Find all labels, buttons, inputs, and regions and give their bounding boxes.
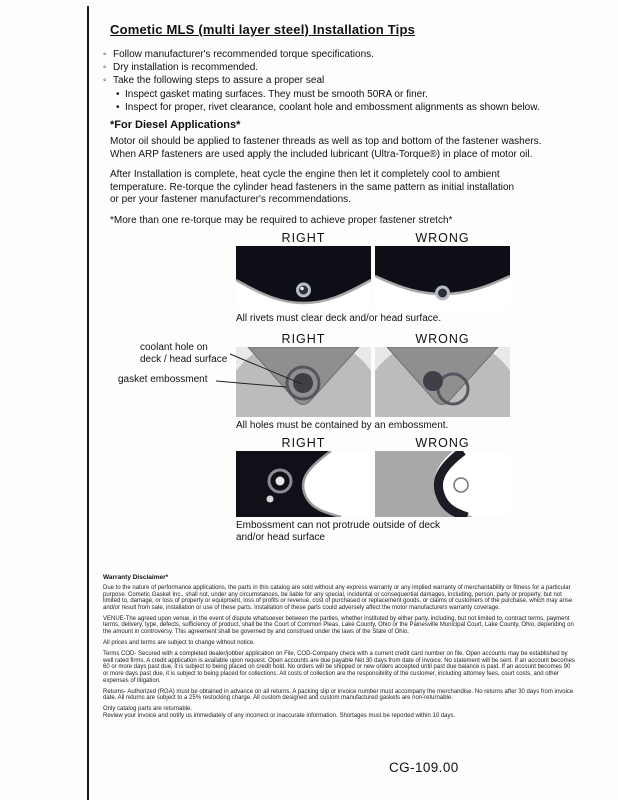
wrong-label: WRONG: [415, 436, 470, 450]
diagram-row-rivets: [236, 231, 510, 325]
rivet-wrong-illustration: [375, 246, 510, 310]
caption-line: Embossment can not protrude outside of deck: [236, 520, 441, 531]
warranty-paragraph: Returns- Authorized (RGA) must be obtained in advance on all returns. A packing slip or invoice number must accompany the merchandise. No returns after 30 days from invoice date. All returns are subject to a 25% restocking charge. All custom designed and custom manufactured gaskets are non-returnable.: [103, 688, 574, 702]
diagram-panels: [236, 347, 510, 417]
paragraph: [110, 169, 541, 207]
caption-line: All holes must be contained by an embossment.: [236, 420, 449, 431]
caption-line: and/or head surface: [236, 532, 325, 543]
paragraph-line: When ARP fasteners are used apply the included lubricant (Ultra-Torque®) in place of motor oil.: [110, 148, 533, 160]
hollow-bullet-icon: ◦: [103, 75, 107, 87]
tip-text: Inspect gasket mating surfaces. They must be smooth 50RA or finer.: [125, 88, 428, 100]
hole-right-illustration: [236, 347, 371, 417]
warranty-disclaimer: [103, 574, 575, 724]
diesel-applications-text: [110, 136, 541, 227]
tip-text: Inspect for proper, rivet clearance, coolant hole and embossment alignments as shown below.: [125, 101, 540, 113]
list-item: [116, 88, 540, 101]
page-title: Cometic MLS (multi layer steel) Installation Tips: [110, 22, 416, 37]
diagram-panels: [236, 246, 510, 310]
diagram-caption: [236, 313, 510, 325]
hollow-bullet-icon: ◦: [103, 62, 107, 74]
embossment-right-illustration: [236, 451, 371, 517]
embossment-wrong-illustration: [375, 451, 510, 517]
callout-line: coolant hole on: [140, 342, 208, 353]
right-label: RIGHT: [281, 231, 326, 245]
coolant-hole-shape: [423, 371, 443, 391]
hole-wrong-illustration: [375, 347, 510, 417]
warranty-paragraph: Terms COD- Secured with a completed dealer/jobber application on File, COD-Company check with a current credit card number on file. Open accounts may be established by well rated firms. A credit application is available upon request. Open accounts are due payable Net 30 days from date of invoice. No statement will be sent. If an account becomes 60 or more days past due, it is subject to being placed on credit hold. No orders will be shipped or new orders accepted until past due balance is paid. If an account becomes 90 or more days past due, it is subject to being placed for collections. All costs of collection are the responsibility of the customer, including attorney fees, court costs, and other expenses of litigation.: [103, 651, 575, 684]
list-item: [103, 48, 540, 61]
diagram-caption: [236, 520, 510, 544]
installation-tips-list: [103, 48, 540, 114]
paragraph-line: temperature. Re-torque the cylinder head fasteners in the same pattern as initial installation: [110, 181, 515, 193]
diagram-caption: [236, 420, 510, 432]
right-label: RIGHT: [281, 436, 326, 450]
tip-text: Take the following steps to assure a proper seal: [113, 75, 325, 87]
warranty-paragraph: All prices and terms are subject to change without notice.: [103, 640, 255, 647]
diagram-row-embossment: [236, 436, 510, 544]
warranty-paragraph: Only catalog parts are returnable.: [103, 706, 193, 713]
coolant-hole-callout: [140, 342, 227, 365]
filled-bullet-icon: •: [116, 101, 120, 113]
diesel-applications-heading: *For Diesel Applications*: [110, 119, 241, 131]
paragraph-line: Motor oil should be applied to fastener threads as well as top and bottom of the fastener washers.: [110, 136, 542, 147]
catalog-page-code: CG-109.00: [389, 760, 459, 775]
warranty-paragraph: Due to the nature of performance applications, the parts in this catalog are sold without any express warranty or any implied warranty of merchantability or fitness for a particular purpose. Cometic Gasket Inc., shall not, under any circumstances, be liable for any special, incidental or consequential damages, including, person, party or property, but not limited to, damage, or loss of property or equipment, loss of profits or revenue, cost of purchased or replacement goods, or claims of customers of the purchase, which may arise and/or result from sale, installation or use of these parts. Installation of these parts could adversely affect the motor manufacturers warranty coverage.: [103, 585, 573, 611]
diagram-row-header: [236, 436, 510, 451]
warranty-heading: Warranty Disclaimer*: [103, 574, 169, 581]
page-left-border: [87, 6, 89, 800]
filled-bullet-icon: •: [116, 88, 120, 100]
right-label: RIGHT: [281, 332, 326, 346]
list-item: [103, 61, 540, 74]
hollow-bullet-icon: ◦: [103, 49, 107, 60]
paragraph-line: or per your fastener manufacturer's recommendations.: [110, 194, 351, 205]
list-item: [116, 101, 540, 114]
list-item: [103, 74, 540, 87]
rivet-right-illustration: [236, 246, 371, 310]
warranty-paragraph: VENUE-The agreed upon venue, in the event of dispute whatsoever between the parties, whether instituted by either party, including, but not limited to, contract terms, payment terms, delivery, type, defects, sufficiency of product, shall be the Court of Common Pleas, Lake County, Ohio or the Painesville Municipal Court, Lake County, Ohio, depending on the amount in controversy. This agreement shall be governed by and construed under the laws of the State of Ohio.: [103, 615, 574, 636]
coolant-hole-shape: [293, 373, 313, 393]
diagram-row-holes: [236, 332, 510, 432]
bolt-hole-shape: [276, 477, 285, 486]
wrong-label: WRONG: [415, 231, 470, 245]
caption-line: All rivets must clear deck and/or head surface.: [236, 313, 442, 324]
warranty-paragraph: Review your invoice and notify us immediately of any incorrect or inaccurate information. Shortages must be reported within 10 days.: [103, 713, 456, 719]
paragraph: [110, 136, 541, 161]
retorque-note: *More than one re-torque may be required to achieve proper fastener stretch*: [110, 214, 453, 226]
paragraph-line: After Installation is complete, heat cycle the engine then let it completely cool to ambient: [110, 169, 500, 180]
diagram-panels: [236, 451, 510, 517]
diagram-row-header: [236, 332, 510, 347]
bolt-hole-shape: [267, 496, 274, 503]
tip-text: Dry installation is recommended.: [113, 62, 259, 74]
wrong-label: WRONG: [415, 332, 470, 346]
diagram-row-header: [236, 231, 510, 246]
tip-text: Follow manufacturer's recommended torque specifications.: [113, 49, 374, 60]
bolt-hole-shape: [454, 478, 468, 492]
callout-line: deck / head surface: [140, 353, 228, 365]
gasket-embossment-callout: gasket embossment: [118, 374, 208, 385]
right-wrong-diagrams: [236, 231, 510, 551]
